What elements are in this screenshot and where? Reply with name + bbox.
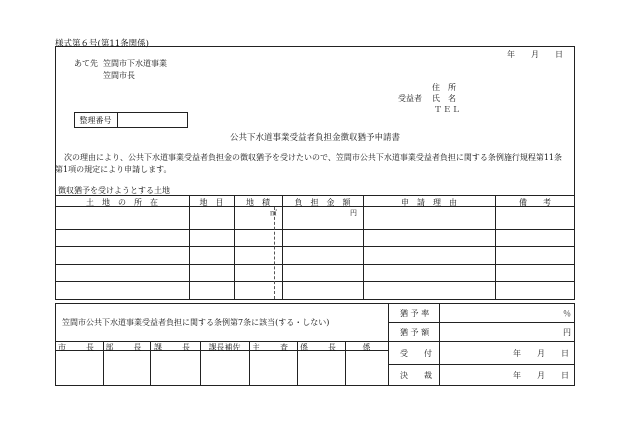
area-decimal-guide bbox=[274, 207, 275, 299]
rate-unit: ％ bbox=[563, 309, 571, 318]
ref-number-field[interactable] bbox=[118, 113, 187, 127]
header-location: 土 地 の 所 在 bbox=[86, 198, 158, 207]
approver-deputy-chief: 課長補佐 bbox=[208, 343, 241, 352]
name-label: 氏 名 bbox=[432, 94, 456, 103]
approver-subsection-chief: 係 長 bbox=[300, 343, 342, 352]
ref-number-label: 整理番号 bbox=[79, 116, 112, 125]
deferral-amount-label: 猶 予 額 bbox=[400, 328, 430, 337]
header-area: 地 積 bbox=[246, 198, 270, 207]
deferral-amount-unit: 円 bbox=[563, 328, 571, 337]
received-label: 受 付 bbox=[400, 349, 432, 358]
tel-label: ＴＥＬ bbox=[434, 105, 461, 114]
approved-date: 年 月 日 bbox=[513, 371, 569, 380]
area-unit: ㎡ bbox=[270, 209, 277, 217]
amount-unit: 円 bbox=[350, 209, 357, 217]
approver-supervisor: 主 査 bbox=[252, 343, 294, 352]
approver-section-chief: 課 長 bbox=[154, 343, 196, 352]
approver-director: 部 長 bbox=[105, 343, 148, 352]
body-line2: 第1項の規定により申請します。 bbox=[55, 165, 172, 174]
header-amount: 負 担 金 額 bbox=[294, 198, 351, 207]
land-table-caption: 徴収猶予を受けようとする土地 bbox=[58, 186, 170, 195]
date-blank: 年 月 日 bbox=[507, 50, 563, 59]
article-text: 笠間市公共下水道事業受益者負担に関する条例第7条に該当(する・しない) bbox=[62, 318, 330, 327]
addressee-line1: 笠間市下水道事業 bbox=[103, 59, 167, 68]
address-label: 住 所 bbox=[432, 83, 456, 92]
applicant-group-label: 受益者 bbox=[398, 94, 422, 103]
header-reason: 申 請 理 由 bbox=[401, 198, 457, 207]
addressee-line2: 笠間市長 bbox=[103, 71, 135, 80]
rate-label: 猶 予 率 bbox=[400, 309, 430, 318]
received-date: 年 月 日 bbox=[513, 349, 569, 358]
header-lot: 地 目 bbox=[199, 198, 224, 207]
approver-mayor: 市 長 bbox=[58, 343, 100, 352]
addressee-prefix: あて先 bbox=[74, 59, 98, 68]
form-number: 様式第６号(第11条関係) bbox=[55, 39, 149, 49]
approver-staff: 係 bbox=[362, 343, 371, 352]
header-remarks: 備 考 bbox=[519, 198, 551, 207]
approved-label: 決 裁 bbox=[400, 371, 432, 380]
form-title: 公共下水道事業受益者負担金徴収猶予申請書 bbox=[229, 133, 400, 143]
body-line1: 次の理由により、公共下水道事業受益者負担金の徴収猶予を受けたいので、笠間市公共下水道事業受益者負担に関する条例施行規程第11条 bbox=[64, 153, 563, 162]
